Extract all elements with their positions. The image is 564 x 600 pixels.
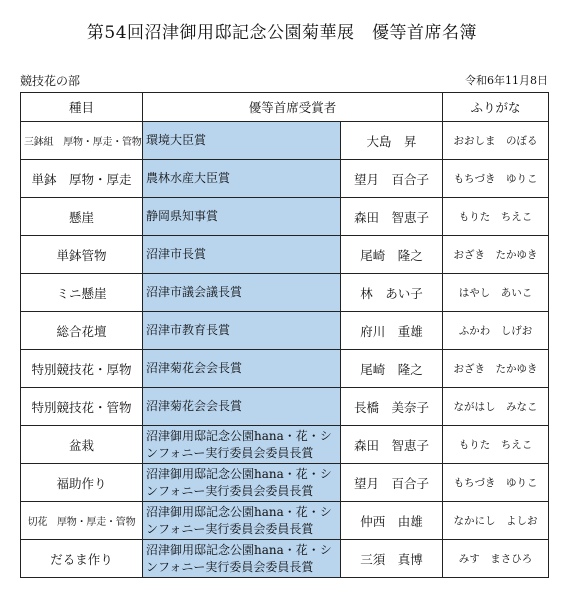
award-cell: 静岡県知事賞 <box>143 198 341 236</box>
table-row <box>21 312 549 350</box>
table-row <box>21 502 549 540</box>
award-cell: 沼津菊花会会長賞 <box>143 388 341 426</box>
furigana-cell: なかにし よしお <box>443 502 549 540</box>
furigana-cell: もちづき ゆりこ <box>443 160 549 198</box>
document-date: 令和6年11月8日 <box>465 74 548 87</box>
category-cell: ミニ懸崖 <box>21 274 143 312</box>
header-furigana: ふりがな <box>443 93 549 122</box>
award-cell: 沼津御用邸記念公園hana・花・シンフォニー実行委員会委員長賞 <box>143 426 341 464</box>
category-cell: 三鉢組 厚物・厚走・管物 <box>21 122 143 160</box>
table-row <box>21 464 549 502</box>
name-cell: 森田 智恵子 <box>341 198 443 236</box>
name-cell: 大島 昇 <box>341 122 443 160</box>
category-cell: 懸崖 <box>21 198 143 236</box>
award-cell: 沼津御用邸記念公園hana・花・シンフォニー実行委員会委員長賞 <box>143 540 341 578</box>
award-table <box>20 92 549 578</box>
name-cell: 尾崎 隆之 <box>341 350 443 388</box>
furigana-cell: ながはし みなこ <box>443 388 549 426</box>
name-cell: 府川 重雄 <box>341 312 443 350</box>
header-awardee: 優等首席受賞者 <box>143 93 443 122</box>
furigana-cell: もちづき ゆりこ <box>443 464 549 502</box>
award-cell: 農林水産大臣賞 <box>143 160 341 198</box>
furigana-cell: おおしま のぼる <box>443 122 549 160</box>
category-cell: 単鉢管物 <box>21 236 143 274</box>
furigana-cell: おざき たかゆき <box>443 350 549 388</box>
furigana-cell: ふかわ しげお <box>443 312 549 350</box>
category-cell: 単鉢 厚物・厚走 <box>21 160 143 198</box>
header-category: 種目 <box>21 93 143 122</box>
category-cell: 総合花壇 <box>21 312 143 350</box>
furigana-cell: もりた ちえこ <box>443 198 549 236</box>
table-row <box>21 350 549 388</box>
award-cell: 沼津御用邸記念公園hana・花・シンフォニー実行委員会委員長賞 <box>143 464 341 502</box>
category-cell: 福助作り <box>21 464 143 502</box>
name-cell: 三須 真博 <box>341 540 443 578</box>
category-cell: だるま作り <box>21 540 143 578</box>
table-row <box>21 160 549 198</box>
table-row <box>21 426 549 464</box>
award-cell: 沼津市長賞 <box>143 236 341 274</box>
name-cell: 仲西 由雄 <box>341 502 443 540</box>
category-cell: 盆栽 <box>21 426 143 464</box>
category-cell: 切花 厚物・厚走・管物 <box>21 502 143 540</box>
document-title: 第54回沼津御用邸記念公園菊華展 優等首席名簿 <box>86 23 478 43</box>
table-row <box>21 198 549 236</box>
table-row <box>21 274 549 312</box>
table-row <box>21 540 549 578</box>
furigana-cell: みす まさひろ <box>443 540 549 578</box>
award-cell: 沼津御用邸記念公園hana・花・シンフォニー実行委員会委員長賞 <box>143 502 341 540</box>
furigana-cell: おざき たかゆき <box>443 236 549 274</box>
section-label: 競技花の部 <box>20 74 81 88</box>
furigana-cell: もりた ちえこ <box>443 426 549 464</box>
award-cell: 沼津市議会議長賞 <box>143 274 341 312</box>
table-row <box>21 236 549 274</box>
award-cell: 沼津菊花会会長賞 <box>143 350 341 388</box>
furigana-cell: はやし あいこ <box>443 274 549 312</box>
name-cell: 尾崎 隆之 <box>341 236 443 274</box>
name-cell: 長橋 美奈子 <box>341 388 443 426</box>
award-cell: 沼津市教育長賞 <box>143 312 341 350</box>
table-row <box>21 388 549 426</box>
table-header-row <box>21 93 549 122</box>
award-cell: 環境大臣賞 <box>143 122 341 160</box>
name-cell: 林 あい子 <box>341 274 443 312</box>
table-row <box>21 122 549 160</box>
category-cell: 特別競技花・管物 <box>21 388 143 426</box>
name-cell: 森田 智恵子 <box>341 426 443 464</box>
name-cell: 望月 百合子 <box>341 160 443 198</box>
name-cell: 望月 百合子 <box>341 464 443 502</box>
category-cell: 特別競技花・厚物 <box>21 350 143 388</box>
